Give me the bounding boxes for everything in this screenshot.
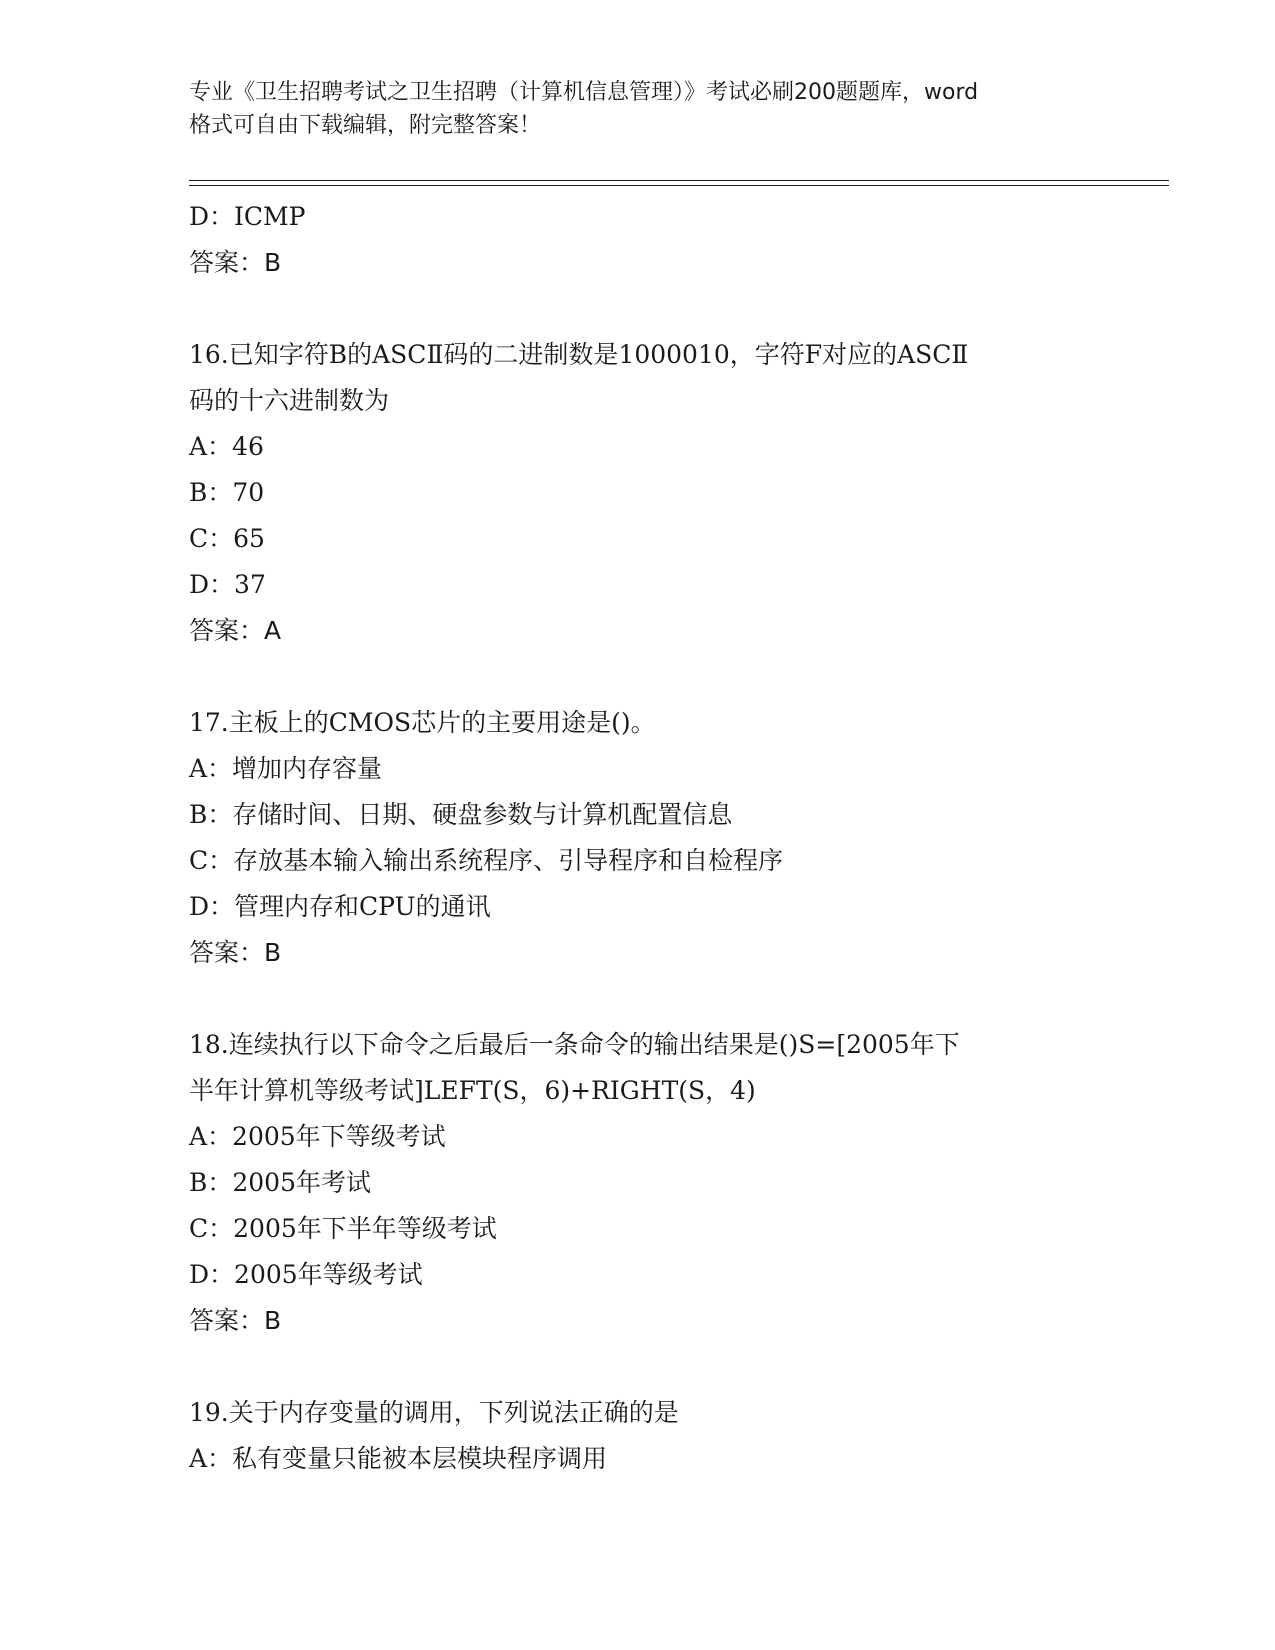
q17-option-a: A：增加内存容量 xyxy=(189,754,383,783)
q16-option-c: C：65 xyxy=(189,524,265,553)
header-line-1: 专业《卫生招聘考试之卫生招聘（计算机信息管理）》考试必刷200题题库，word xyxy=(189,80,979,105)
q17-option-b: B：存储时间、日期、硬盘参数与计算机配置信息 xyxy=(189,800,733,829)
q19-text: 19.关于内存变量的调用，下列说法正确的是 xyxy=(189,1398,679,1427)
q19-option-a: A：私有变量只能被本层模块程序调用 xyxy=(189,1444,608,1473)
q16-option-b: B：70 xyxy=(189,478,265,507)
q16-answer: 答案：A xyxy=(189,616,282,645)
prev-option-d: D：ICMP xyxy=(189,202,306,231)
q16-option-a: A：46 xyxy=(189,432,264,461)
document-header xyxy=(189,76,1109,142)
q18-text-line-2: 半年计算机等级考试]LEFT(S，6)+RIGHT(S，4) xyxy=(189,1076,756,1105)
q18-text-line-1: 18.连续执行以下命令之后最后一条命令的输出结果是()S=[2005年下 xyxy=(189,1030,960,1059)
header-divider-top xyxy=(189,180,1169,181)
q18-option-a: A：2005年下等级考试 xyxy=(189,1122,446,1151)
q17-text: 17.主板上的CMOS芯片的主要用途是()。 xyxy=(189,708,656,737)
q17-option-d: D：管理内存和CPU的通讯 xyxy=(189,892,491,921)
question-list xyxy=(189,194,1089,1482)
q16-text-line-1: 16.已知字符B的ASCⅡ码的二进制数是1000010，字符F对应的ASCⅡ xyxy=(189,340,969,369)
q18-option-b: B：2005年考试 xyxy=(189,1168,371,1197)
q18-option-c: C：2005年下半年等级考试 xyxy=(189,1214,497,1243)
q17-answer: 答案：B xyxy=(189,938,282,967)
q16-option-d: D：37 xyxy=(189,570,266,599)
q18-option-d: D：2005年等级考试 xyxy=(189,1260,423,1289)
q18-answer: 答案：B xyxy=(189,1306,282,1335)
header-divider-bottom xyxy=(189,185,1169,186)
q16-text-line-2: 码的十六进制数为 xyxy=(189,386,390,415)
prev-answer: 答案：B xyxy=(189,248,282,277)
header-line-2: 格式可自由下载编辑，附完整答案！ xyxy=(189,113,542,138)
q17-option-c: C：存放基本输入输出系统程序、引导程序和自检程序 xyxy=(189,846,784,875)
